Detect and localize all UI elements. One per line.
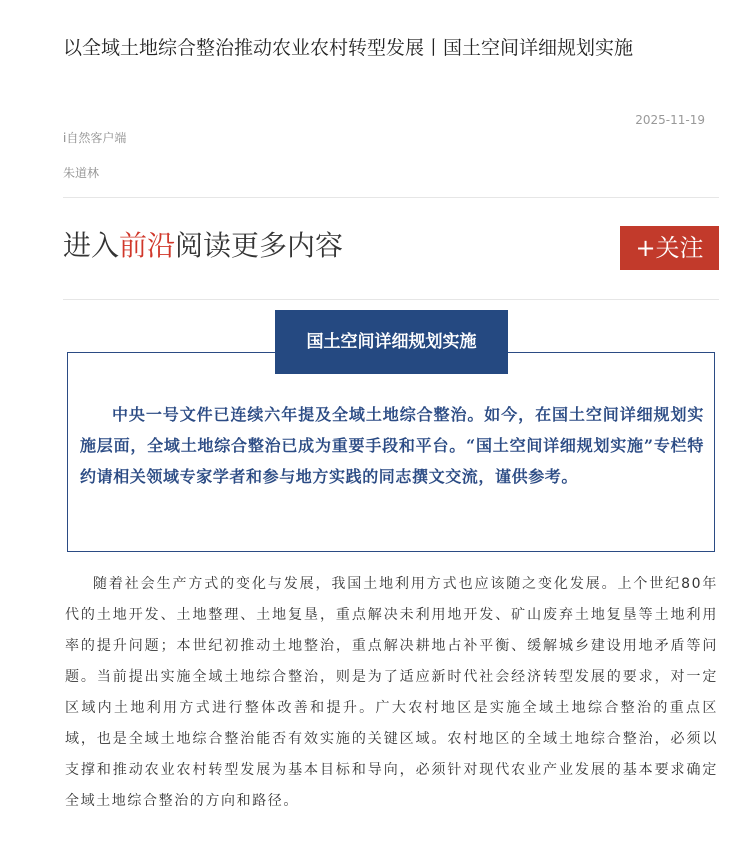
article-paragraph: 随着社会生产方式的变化与发展，我国土地利用方式也应该随之变化发展。上个世纪80年代的土地开发、土地整理、土地复垦，重点解决未利用地开发、矿山废弃土地复垦等土地利用率的提升问题；本世纪初推动土地整治，重点解决耕地占补平衡、缓解城乡建设用地矛盾等问题。当前提出实施全域土地综合整治，则是为了适应新时代社会经济转型发展的要求，对一定区域内土地利用方式进行整体改善和提升。广大农村地区是实施全域土地综合整治的重点区域，也是全域土地综合整治能否有效实施的关键区域。农村地区的全域土地综合整治，必须以支撑和推动农业农村转型发展为基本目标和导向，必须针对现代农业产业发展的基本要求确定全域土地综合整治的方向和路径。	[65, 576, 718, 809]
column-intro-text: 中央一号文件已连续六年提及全域土地综合整治。如今，在国土空间详细规划实施层面，全域土地综合整治已成为重要手段和平台。“国土空间详细规划实施”专栏特约请相关领域专家学者和参与地方实践的同志撰文交流，谨供参考。	[80, 405, 704, 486]
divider	[63, 197, 719, 198]
source-link[interactable]: i自然客户端	[63, 131, 127, 145]
article-title: 以全域土地综合整治推动农业农村转型发展丨国土空间详细规划实施	[63, 37, 634, 59]
promo-banner[interactable]	[63, 226, 343, 266]
banner-prefix: 进入	[63, 229, 120, 262]
banner-accent: 前沿	[119, 229, 176, 262]
banner-suffix: 阅读更多内容	[175, 229, 344, 262]
column-tag: 国土空间详细规划实施	[275, 310, 508, 374]
follow-button[interactable]: +关注	[620, 226, 719, 270]
divider	[63, 299, 719, 300]
author-name: 朱道林	[63, 166, 100, 180]
publish-date: 2025-11-19	[635, 113, 705, 127]
